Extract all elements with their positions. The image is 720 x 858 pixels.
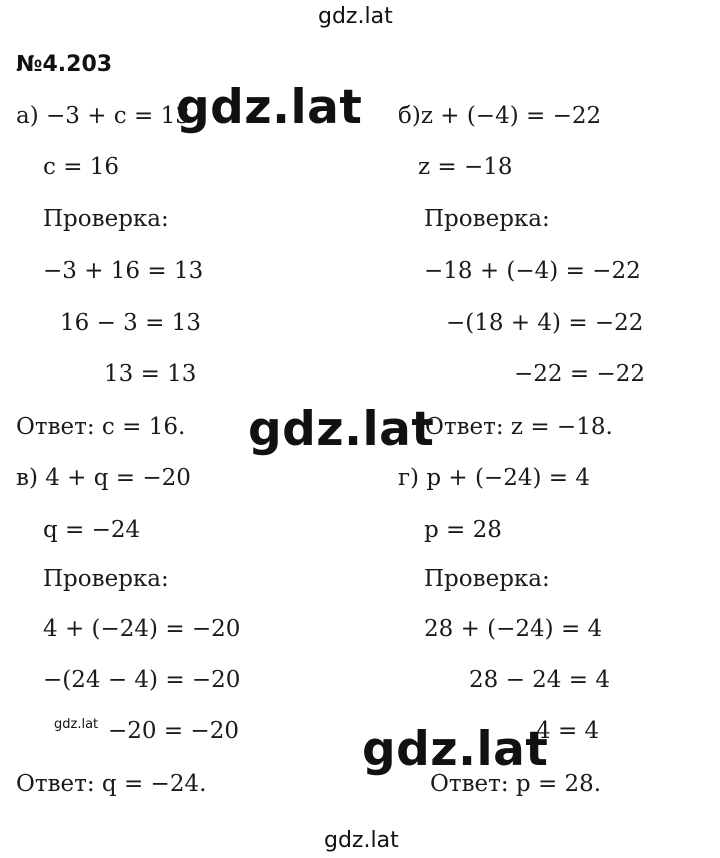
task-a-check-line-3: 13 = 13 xyxy=(104,361,197,387)
task-v-answer: Ответ: q = −24. xyxy=(16,771,207,797)
watermark-logo-3: gdz.lat xyxy=(362,722,549,777)
watermark-small: gdz.lat xyxy=(54,717,99,732)
task-b-solution: z = −18 xyxy=(418,154,513,180)
task-b-answer: Ответ: z = −18. xyxy=(425,414,613,440)
task-g-solution: p = 28 xyxy=(424,517,502,543)
task-b-check-line-1: −18 + (−4) = −22 xyxy=(424,258,641,284)
task-a-equation: а) −3 + c = 13 xyxy=(16,103,190,129)
task-v-equation: в) 4 + q = −20 xyxy=(16,465,191,491)
watermark-logo-1: gdz.lat xyxy=(176,80,363,135)
task-v-check-line-1: 4 + (−24) = −20 xyxy=(43,616,241,642)
task-v-check-line-3: −20 = −20 xyxy=(108,718,239,744)
task-b-check-label: Проверка: xyxy=(424,206,550,232)
task-a-check-label: Проверка: xyxy=(43,206,169,232)
task-a-check-line-2: 16 − 3 = 13 xyxy=(60,310,201,336)
watermark-logo-2: gdz.lat xyxy=(248,402,435,457)
task-g-check-line-1: 28 + (−24) = 4 xyxy=(424,616,603,642)
task-b-equation: б)z + (−4) = −22 xyxy=(398,103,602,129)
watermark-top: gdz.lat xyxy=(318,4,393,29)
task-a-check-line-1: −3 + 16 = 13 xyxy=(43,258,204,284)
task-b-check-line-3: −22 = −22 xyxy=(514,361,645,387)
task-g-check-line-2: 28 − 24 = 4 xyxy=(469,667,610,693)
task-v-check-label: Проверка: xyxy=(43,566,169,592)
task-a-answer: Ответ: c = 16. xyxy=(16,414,186,440)
watermark-bottom: gdz.lat xyxy=(324,828,399,853)
task-v-check-line-2: −(24 − 4) = −20 xyxy=(43,667,241,693)
task-g-answer: Ответ: p = 28. xyxy=(430,771,602,797)
task-g-equation: г) p + (−24) = 4 xyxy=(398,465,590,491)
exercise-number: №4.203 xyxy=(16,52,113,77)
task-b-check-line-2: −(18 + 4) = −22 xyxy=(446,310,644,336)
task-v-solution: q = −24 xyxy=(43,517,141,543)
task-g-check-line-3: 4 = 4 xyxy=(536,718,600,744)
task-a-solution: c = 16 xyxy=(43,154,120,180)
task-g-check-label: Проверка: xyxy=(424,566,550,592)
